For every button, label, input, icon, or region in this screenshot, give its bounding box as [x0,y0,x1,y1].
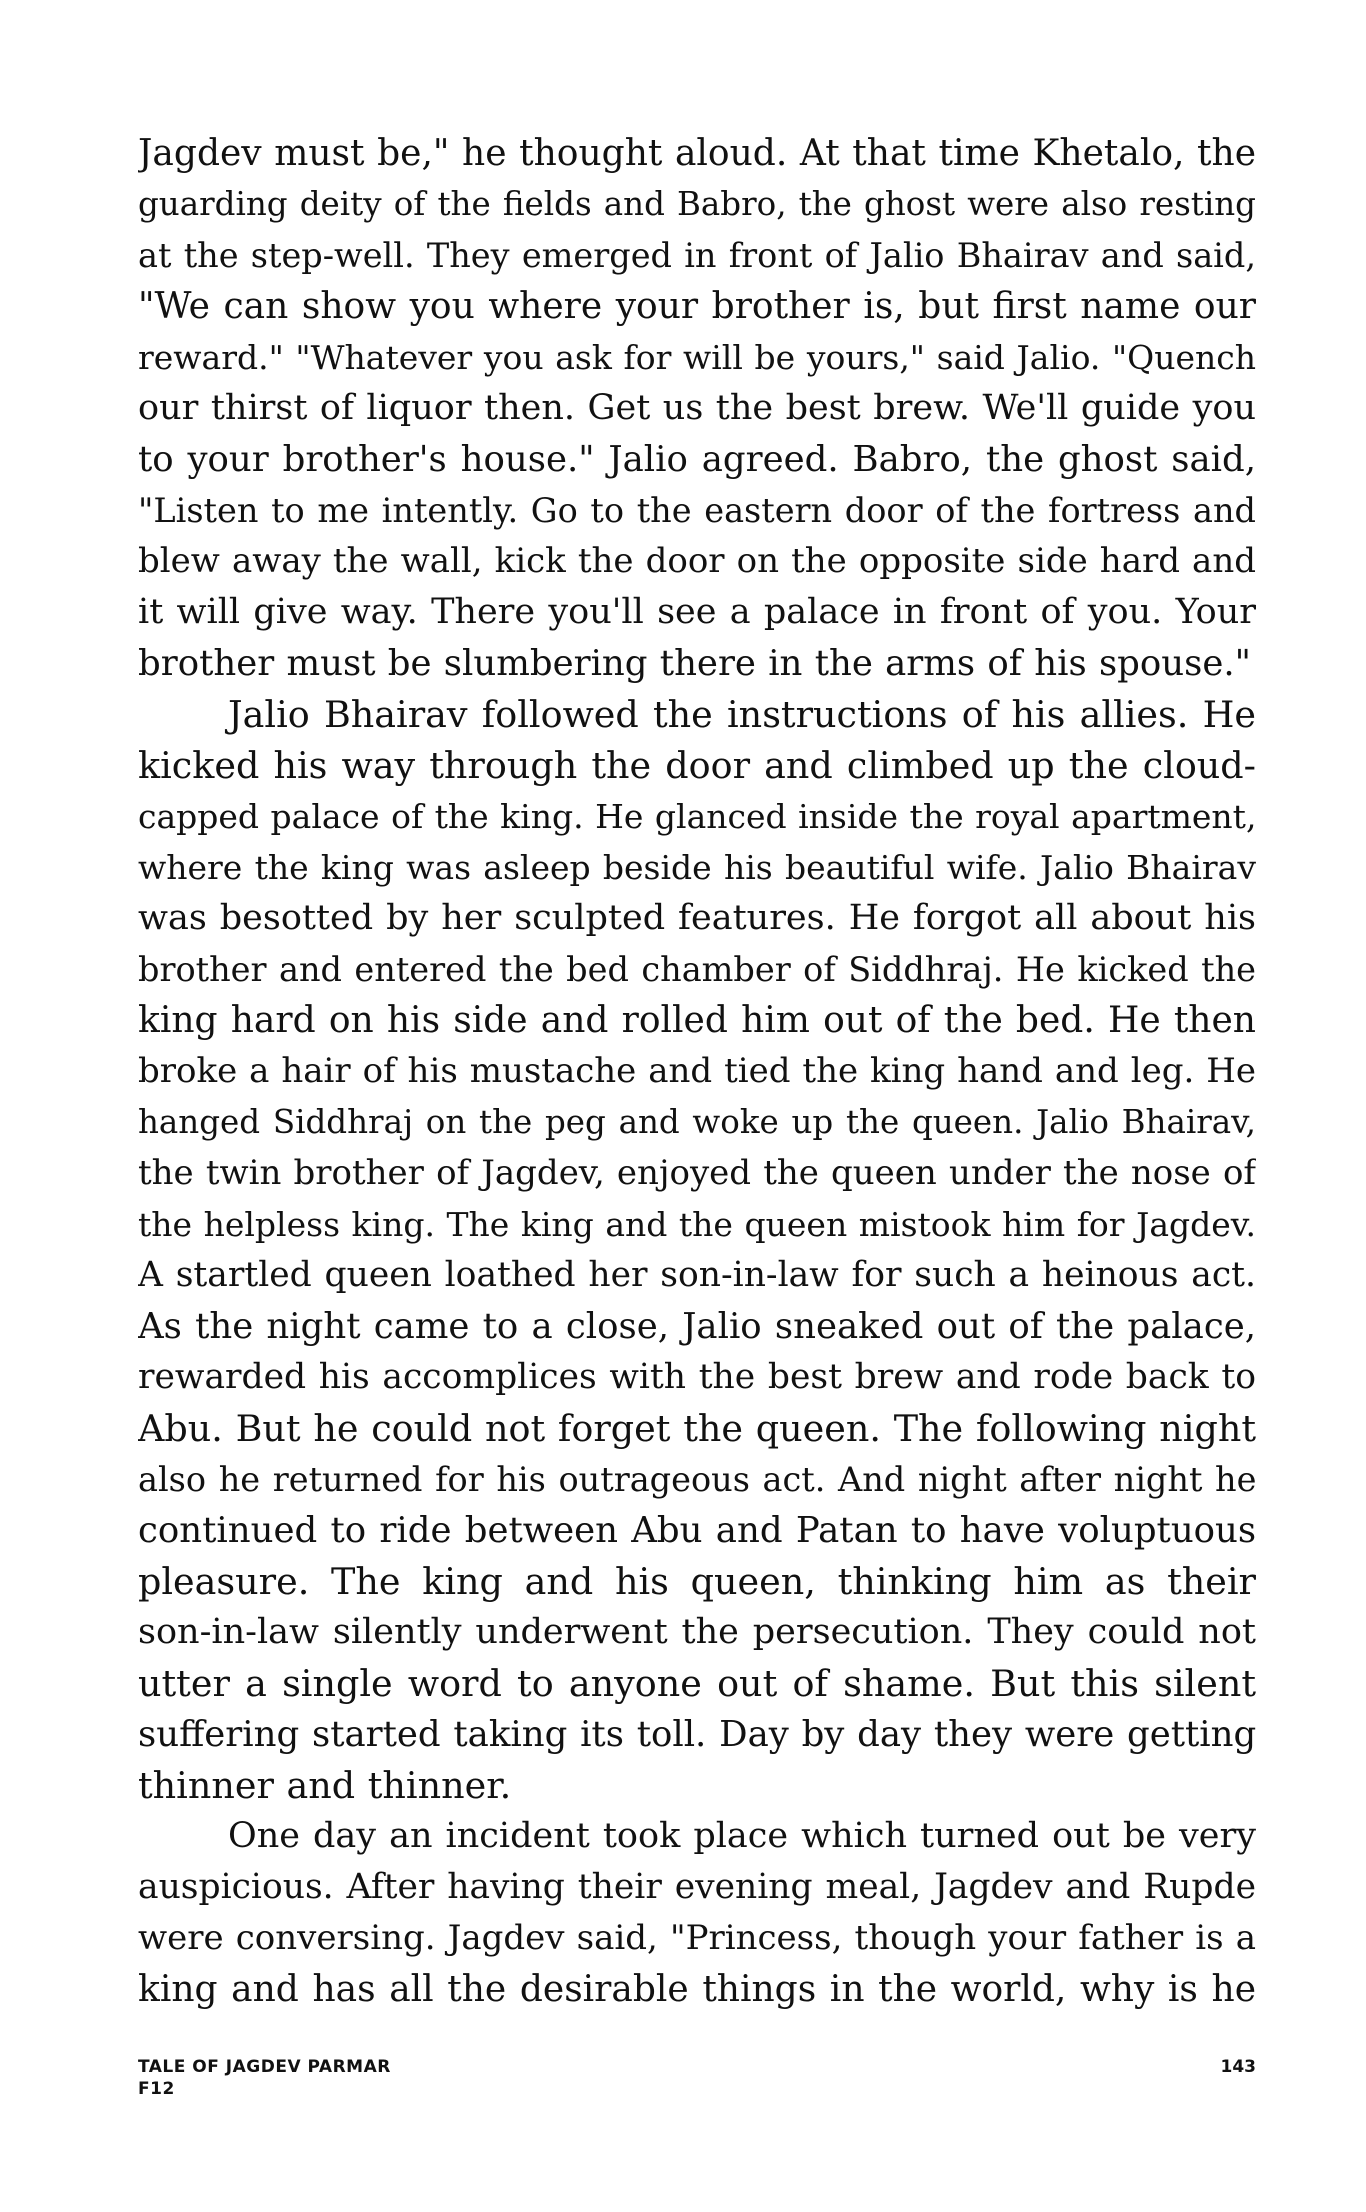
text-line: Jalio Bhairav followed the instructions of his allies. He [228,693,1256,736]
text-line: One day an incident took place which turned out be very [228,1816,1256,1856]
paragraph-1 [138,128,1256,689]
text-line: "We can show you where your brother is, but first name our [138,286,1256,327]
text-line: continued to ride between Abu and Patan to have voluptuous [138,1510,1256,1551]
text-line: guarding deity of the fields and Babro, the ghost were also resting [138,185,1256,223]
page-body [138,128,1256,2015]
text-line: Jagdev must be," he thought aloud. At that time Khetalo, the [138,133,1256,174]
text-line: Abu. But he could not forget the queen. The following night [138,1407,1256,1450]
text-line: thinner and thinner. [138,1764,512,1807]
text-line: brother and entered the bed chamber of Siddhraj. He kicked the [138,950,1256,989]
text-line: was besotted by her sculpted features. He forgot all about his [138,898,1256,938]
text-line: rewarded his accomplices with the best brew and rode back to [138,1357,1256,1397]
page-footer [138,2056,1256,2116]
text-line: utter a single word to anyone out of shame. But this silent [138,1662,1256,1705]
text-line: it will give way. There you'll see a palace in front of you. Your [138,592,1256,632]
text-line: the twin brother of Jagdev, enjoyed the queen under the nose of [138,1153,1256,1193]
signature-mark: F12 [138,2079,175,2099]
text-line: suffering started taking its toll. Day by day they were getting [138,1714,1256,1755]
text-line: As the night came to a close, Jalio sneaked out of the palace, [138,1306,1256,1347]
text-line: at the step-well. They emerged in front of Jalio Bhairav and said, [138,236,1256,275]
text-line: our thirst of liquor then. Get us the best brew. We'll guide you [138,388,1256,428]
text-line: A startled queen loathed her son-in-law for such a heinous act. [138,1255,1256,1295]
paragraph-3 [138,1811,1256,2015]
paragraph-2 [138,689,1256,1811]
text-line: to your brother's house." Jalio agreed. Babro, the ghost said, [138,439,1256,480]
text-line: also he returned for his outrageous act. And night after night he [138,1460,1256,1499]
text-line: king hard on his side and rolled him out of the bed. He then [138,1000,1256,1041]
text-line: brother must be slumbering there in the arms of his spouse." [138,643,1251,684]
running-title: TALE OF JAGDEV PARMAR [138,2057,391,2077]
text-line: the helpless king. The king and the queen mistook him for Jagdev. [138,1205,1256,1244]
text-line: king and has all the desirable things in the world, why is he [138,1969,1256,2010]
text-line: where the king was asleep beside his beautiful wife. Jalio Bhairav [138,848,1256,887]
text-line: pleasure. The king and his queen, thinking him as their [138,1560,1256,1603]
text-line: capped palace of the king. He glanced inside the royal apartment, [138,797,1256,836]
page-number: 143 [1220,2057,1256,2077]
text-line: broke a hair of his mustache and tied the king hand and leg. He [138,1051,1256,1091]
text-line: hanged Siddhraj on the peg and woke up the queen. Jalio Bhairav, [138,1103,1256,1141]
text-line: reward." "Whatever you ask for will be yours," said Jalio. "Quench [138,338,1256,377]
text-line: were conversing. Jagdev said, "Princess, though your father is a [138,1918,1256,1958]
text-line: "Listen to me intently. Go to the eastern door of the fortress and [138,491,1256,530]
text-line: son-in-law silently underwent the persecution. They could not [138,1612,1256,1652]
text-line: blew away the wall, kick the door on the opposite side hard and [138,541,1256,581]
text-line: kicked his way through the door and climbed up the cloud- [138,744,1256,787]
footer-left [138,2056,391,2100]
text-line: auspicious. After having their evening meal, Jagdev and Rupde [138,1867,1256,1907]
